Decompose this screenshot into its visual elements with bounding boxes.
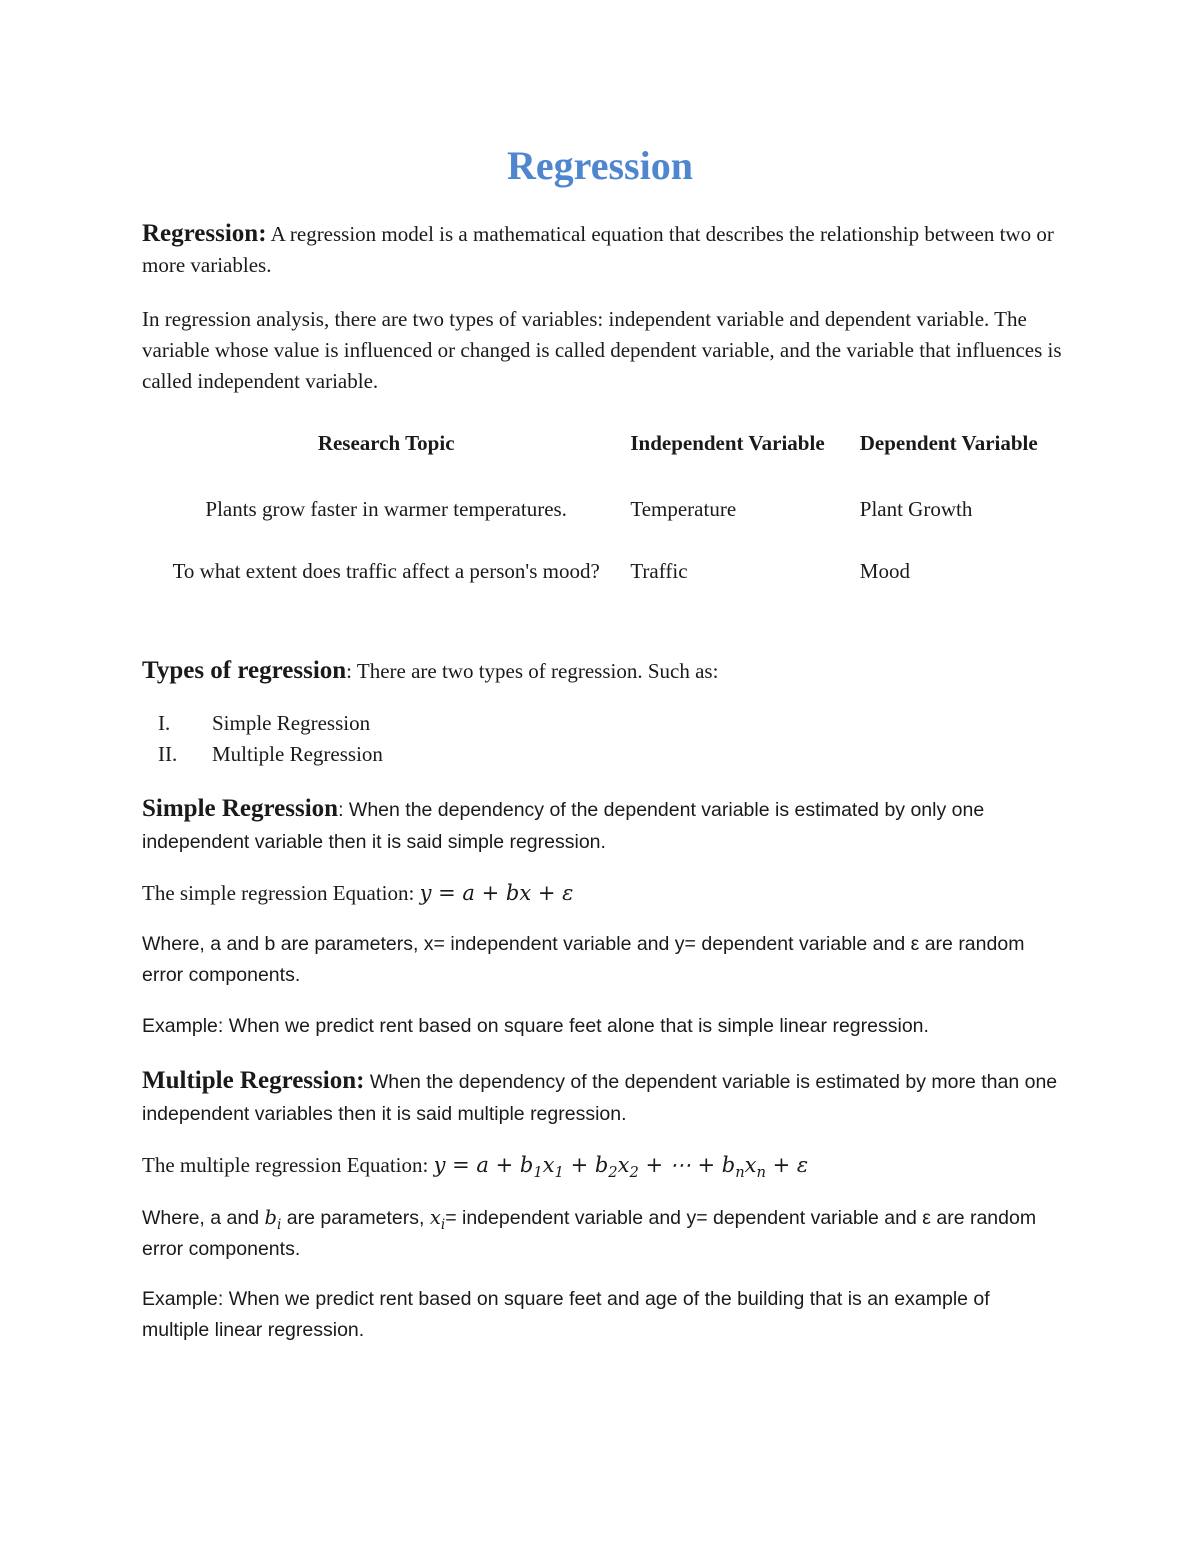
simple-equation-formula: y = a + bx + ε (419, 881, 574, 905)
page-title: Regression (507, 143, 693, 188)
simple-equation (142, 878, 1062, 909)
list-label: Simple Regression (212, 711, 371, 735)
table-header: Research Topic (317, 431, 455, 455)
table-cell: Traffic (630, 559, 688, 583)
types-text: : There are two types of regression. Such as: (346, 659, 719, 683)
intro-heading: Regression: (142, 220, 267, 247)
variables-table (142, 428, 1062, 587)
list-label: Multiple Regression (212, 742, 383, 766)
multiple-paragraph (142, 1065, 1062, 1130)
intro-paragraph (142, 218, 1062, 281)
var-xi: $x_i$ (429, 1206, 446, 1233)
table-cell: Mood (859, 559, 910, 583)
intro-text: A regression model is a mathematical equation that describes the relationship between two or more variables. (142, 222, 1054, 277)
table-cell: Plant Growth (859, 497, 973, 521)
types-list (142, 708, 383, 770)
multiple-equation (142, 1150, 1062, 1181)
table-header-row (142, 428, 1062, 459)
simple-equation-label: The simple regression Equation: (142, 881, 420, 905)
analysis-paragraph: In regression analysis, there are two types of variables: independent variable and dependent variable. The variable whose value is influenced or changed is called dependent variable, and the variable that influences is called independent variable. (142, 307, 1062, 393)
types-heading: Types of regression (142, 657, 347, 684)
multiple-equation-formula: $y = a + b_1x_1 + b_2x_2$ + ⋯ + $b_nx_n + \varepsilon$ (433, 1153, 809, 1182)
simple-where: Where, a and b are parameters, x= independent variable and y= dependent variable and ε are random error components. (142, 933, 1025, 986)
table-header: Dependent Variable (859, 431, 1038, 455)
simple-text: : When the dependency of the dependent variable is estimated by only one independent variable then it is said simple regression. (142, 799, 985, 853)
table-cell: Temperature (630, 497, 737, 521)
simple-heading: Simple Regression (142, 795, 339, 822)
multiple-heading: Multiple Regression: (142, 1067, 365, 1094)
multiple-text: When the dependency of the dependent variable is estimated by more than one independent variables then it is said multiple regression. (142, 1071, 1058, 1125)
multiple-where-suffix: = independent variable and y= dependent variable and ε are random error components. (142, 1207, 1037, 1260)
list-item (142, 708, 383, 739)
list-item (142, 739, 383, 770)
multiple-where-mid: are parameters, (281, 1207, 430, 1229)
table-cell: Plants grow faster in warmer temperatures. (205, 497, 567, 521)
multiple-where (142, 1202, 1062, 1265)
list-number: II. (158, 742, 178, 766)
table-header: Independent Variable (630, 431, 825, 455)
multiple-example: Example: When we predict rent based on square feet and age of the building that is an example of multiple linear regression. (142, 1288, 990, 1341)
simple-example: Example: When we predict rent based on square feet alone that is simple linear regression. (142, 1015, 929, 1037)
table-row (142, 494, 1062, 525)
table-cell: To what extent does traffic affect a person's mood? (172, 559, 600, 583)
types-paragraph (142, 655, 1062, 687)
multiple-where-prefix: Where, a and (142, 1207, 265, 1229)
list-number: I. (158, 711, 171, 735)
simple-paragraph (142, 793, 1062, 858)
multiple-equation-label: The multiple regression Equation: (142, 1153, 434, 1177)
table-row (142, 556, 1062, 587)
param-bi: $b_i$ (264, 1206, 282, 1233)
